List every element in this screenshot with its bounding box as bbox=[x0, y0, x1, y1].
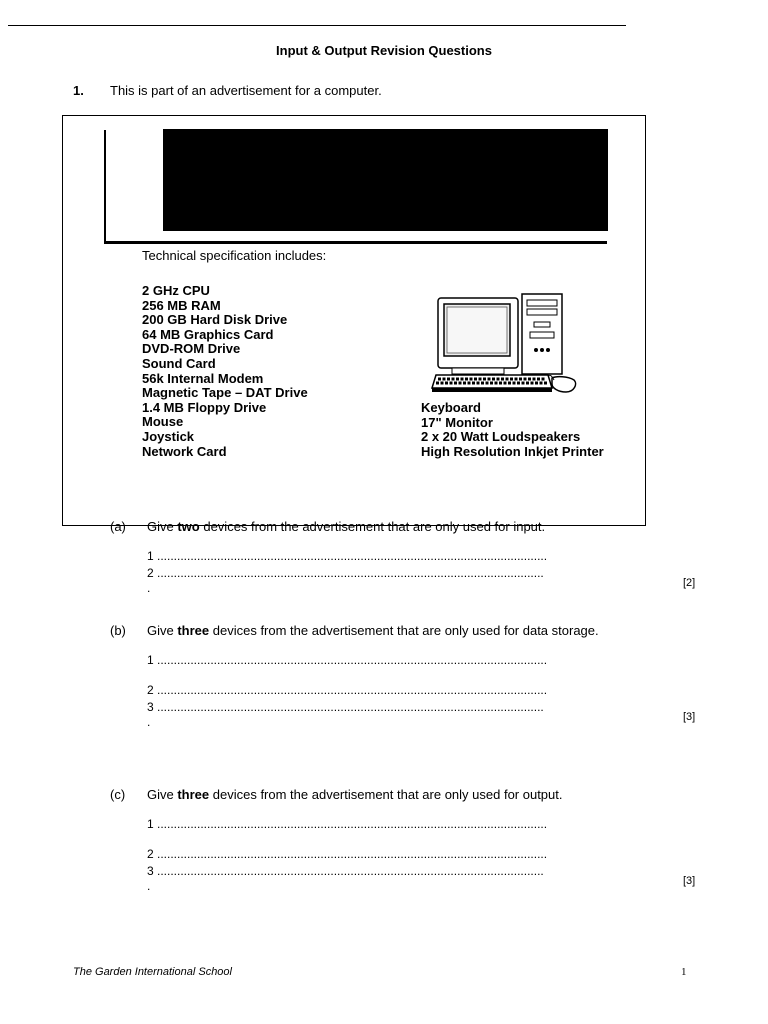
spec-item: 17" Monitor bbox=[421, 414, 493, 430]
part-a-label: (a) bbox=[110, 519, 126, 534]
mark-a: [2] bbox=[683, 577, 696, 589]
part-b-label: (b) bbox=[110, 623, 126, 638]
spec-item: 256 MB RAM bbox=[142, 297, 221, 313]
header-rule bbox=[8, 25, 626, 26]
footer-school-name: The Garden International School bbox=[73, 966, 232, 978]
spec-item: 2 x 20 Watt Loudspeakers bbox=[421, 429, 581, 445]
page-number: 1 bbox=[681, 966, 687, 978]
answer-line-c3[interactable]: 3 .................................................................................................................... bbox=[147, 864, 544, 878]
spec-item: 2 GHz CPU bbox=[142, 283, 210, 298]
spec-item: 1.4 MB Floppy Drive bbox=[142, 399, 267, 415]
answer-dot: . bbox=[147, 581, 151, 595]
answer-dot: . bbox=[147, 715, 151, 729]
part-b-text: Give three devices from the advertisement that are only used for data storage. bbox=[147, 623, 599, 638]
spec-item: 64 MB Graphics Card bbox=[142, 326, 274, 342]
answer-line-b1[interactable]: 1 ..................................................................................................................... bbox=[147, 653, 548, 667]
question-number: 1. bbox=[73, 83, 84, 98]
mark-b: [3] bbox=[683, 711, 696, 723]
answer-line-c1[interactable]: 1 ..................................................................................................................... bbox=[147, 817, 548, 831]
answer-line-b2[interactable]: 2 ..................................................................................................................... bbox=[147, 683, 548, 697]
answer-dot: . bbox=[147, 879, 151, 893]
part-c-label: (c) bbox=[110, 787, 126, 802]
answer-line-c2[interactable]: 2 ..................................................................................................................... bbox=[147, 847, 548, 861]
advert-banner bbox=[163, 129, 608, 231]
answer-line-a2[interactable]: 2 .................................................................................................................... bbox=[147, 566, 544, 580]
spec-list-right bbox=[421, 401, 604, 459]
spec-item: 56k Internal Modem bbox=[142, 370, 264, 386]
spec-item: Keyboard bbox=[421, 400, 481, 415]
spec-intro: Technical specification includes: bbox=[142, 248, 327, 263]
spec-item: Network Card bbox=[142, 443, 227, 459]
question-text: This is part of an advertisement for a computer. bbox=[110, 83, 382, 98]
desktop-computer-icon bbox=[430, 292, 582, 398]
spec-item: Joystick bbox=[142, 428, 195, 444]
answer-line-b3[interactable]: 3 .................................................................................................................... bbox=[147, 700, 544, 714]
spec-item: Magnetic Tape – DAT Drive bbox=[142, 385, 308, 401]
spec-item: 200 GB Hard Disk Drive bbox=[142, 312, 288, 328]
spec-list-left bbox=[142, 284, 308, 459]
part-a-text: Give two devices from the advertisement that are only used for input. bbox=[147, 519, 546, 534]
spec-item: DVD-ROM Drive bbox=[142, 341, 241, 357]
answer-line-a1[interactable]: 1 ..................................................................................................................... bbox=[147, 549, 548, 563]
spec-item: Sound Card bbox=[142, 355, 216, 371]
mark-c: [3] bbox=[683, 875, 696, 887]
page-title: Input & Output Revision Questions bbox=[276, 43, 492, 58]
spec-item: High Resolution Inkjet Printer bbox=[421, 443, 604, 459]
part-c-text: Give three devices from the advertisement that are only used for output. bbox=[147, 787, 563, 802]
spec-item: Mouse bbox=[142, 414, 184, 430]
